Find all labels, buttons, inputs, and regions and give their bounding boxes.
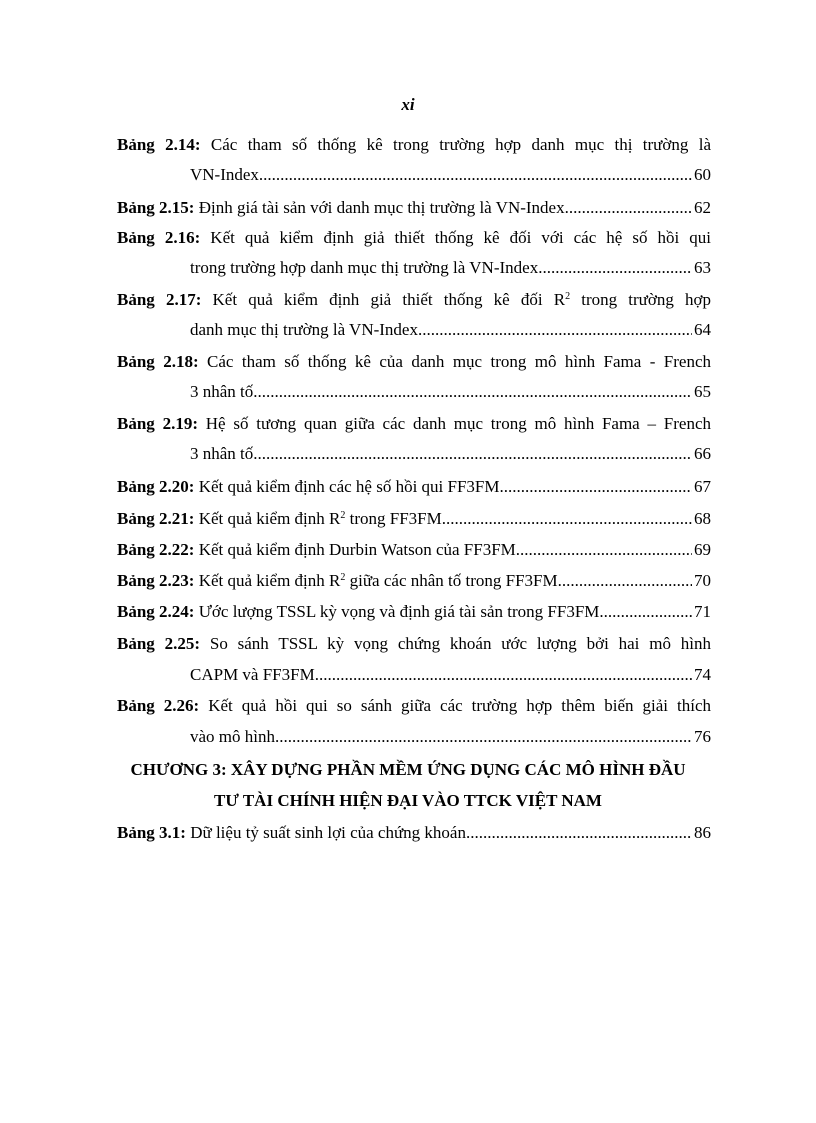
toc-page: 65 <box>694 382 711 401</box>
toc-label: Bảng 2.22: <box>117 540 195 559</box>
toc-title-cont: CAPM và FF3FM <box>190 665 315 684</box>
toc-title: Kết quả kiểm định Durbin Watson của FF3FM <box>198 540 516 559</box>
toc-entry-2-26-line1[interactable] <box>117 696 711 716</box>
dot-leader <box>259 165 692 185</box>
toc-entry-2-19-line1[interactable] <box>117 414 711 434</box>
toc-label: Bảng 2.25: <box>117 634 201 653</box>
toc-page: 63 <box>694 258 711 277</box>
toc-entry-2-17-line2[interactable] <box>190 320 711 340</box>
toc-title: Kết quả kiểm định giả thiết thống kê đối R <box>212 290 566 309</box>
toc-title: Các tham số thống kê của danh mục trong mô hình Fama - French <box>207 352 711 371</box>
dot-leader <box>466 823 692 843</box>
dot-leader <box>253 382 692 402</box>
toc-title: Kết quả kiểm định R <box>198 509 341 528</box>
toc-label: Bảng 2.18: <box>117 352 199 371</box>
toc-title-cont: trong trường hợp danh mục thị trường là VN-Index <box>190 258 539 277</box>
toc-page: 64 <box>694 320 711 339</box>
toc-page: 71 <box>694 602 711 621</box>
toc-entry-2-23[interactable] <box>117 571 711 591</box>
toc-title: Các tham số thống kê trong trường hợp danh mục thị trường là <box>210 135 711 154</box>
toc-entry-2-19-line2[interactable] <box>190 444 711 464</box>
toc-entry-2-14-line2[interactable] <box>190 165 711 185</box>
toc-entry-2-26-line2[interactable] <box>190 727 711 747</box>
toc-page: 67 <box>694 477 711 496</box>
toc-title: Định giá tài sản với danh mục thị trường là VN-Index <box>198 198 565 217</box>
toc-entry-2-17-line1[interactable] <box>117 290 711 310</box>
toc-title: Kết quả kiểm định giả thiết thống kê đối với các hệ số hồi qui <box>210 228 711 247</box>
chapter-heading-line2[interactable]: TƯ TÀI CHÍNH HIỆN ĐẠI VÀO TTCK VIỆT NAM <box>214 791 602 810</box>
superscript-2: 2 <box>340 572 346 583</box>
toc-label: Bảng 2.26: <box>117 696 200 715</box>
toc-entry-3-1[interactable] <box>117 823 711 843</box>
toc-title: Kết quả hồi qui so sánh giữa các trường hợp thêm biến giải thích <box>208 696 712 715</box>
toc-title: Ước lượng TSSL kỳ vọng và định giá tài sản trong FF3FM <box>198 602 600 621</box>
toc-label: Bảng 2.19: <box>117 414 198 433</box>
toc-page: 70 <box>694 571 711 590</box>
toc-entry-2-21[interactable] <box>117 509 711 529</box>
toc-label: Bảng 2.14: <box>117 135 201 154</box>
toc-title-cont: 3 nhân tố <box>190 382 254 401</box>
dot-leader <box>315 665 692 685</box>
toc-title-rest: trong FF3FM <box>345 509 442 528</box>
toc-title-cont: VN-Index <box>190 165 259 184</box>
toc-label: Bảng 2.17: <box>117 290 202 309</box>
toc-label: Bảng 2.20: <box>117 477 195 496</box>
toc-page: 69 <box>694 540 711 559</box>
toc-label: Bảng 2.23: <box>117 571 195 590</box>
toc-entry-2-16-line1[interactable] <box>117 228 711 248</box>
dot-leader <box>516 540 692 560</box>
toc-page: 62 <box>694 198 711 217</box>
toc-entry-2-22[interactable] <box>117 540 711 560</box>
toc-title-cont: danh mục thị trường là VN-Index <box>190 320 418 339</box>
toc-title: So sánh TSSL kỳ vọng chứng khoán ước lượng bởi hai mô hình <box>209 634 711 653</box>
toc-entry-2-25-line1[interactable] <box>117 634 711 654</box>
toc-entry-2-18-line1[interactable] <box>117 352 711 372</box>
dot-leader <box>418 320 692 340</box>
toc-label: Bảng 2.15: <box>117 198 195 217</box>
toc-entry-2-14-line1[interactable] <box>117 135 711 155</box>
chapter-heading-line1[interactable]: CHƯƠNG 3: XÂY DỰNG PHẦN MỀM ỨNG DỤNG CÁC MÔ HÌNH ĐẦU <box>130 760 686 779</box>
page-number: xi <box>401 95 415 114</box>
toc-page: 68 <box>694 509 711 528</box>
toc-title-rest: giữa các nhân tố trong FF3FM <box>345 571 558 590</box>
toc-entry-2-25-line2[interactable] <box>190 665 711 685</box>
superscript-2: 2 <box>340 510 346 521</box>
toc-label: Bảng 3.1: <box>117 823 186 842</box>
dot-leader <box>442 509 692 529</box>
dot-leader <box>538 258 692 278</box>
toc-page: 66 <box>694 444 711 463</box>
toc-title: Hệ số tương quan giữa các danh mục trong mô hình Fama – French <box>205 414 711 433</box>
toc-entry-2-24[interactable] <box>117 602 711 622</box>
toc-title-cont: 3 nhân tố <box>190 444 254 463</box>
toc-page: 76 <box>694 727 711 746</box>
toc-title: Kết quả kiểm định R <box>198 571 341 590</box>
dot-leader <box>558 571 692 591</box>
toc-entry-2-16-line2[interactable] <box>190 258 711 278</box>
superscript-2: 2 <box>565 291 571 302</box>
toc-page: 60 <box>694 165 711 184</box>
toc-page: 86 <box>694 823 711 842</box>
dot-leader <box>253 444 692 464</box>
toc-label: Bảng 2.16: <box>117 228 201 247</box>
toc-title-cont: vào mô hình <box>190 727 275 746</box>
toc-entry-2-20[interactable] <box>117 477 711 497</box>
toc-label: Bảng 2.24: <box>117 602 195 621</box>
dot-leader <box>500 477 693 497</box>
toc-title: Kết quả kiểm định các hệ số hồi qui FF3FM <box>198 477 500 496</box>
toc-label: Bảng 2.21: <box>117 509 195 528</box>
toc-entry-2-18-line2[interactable] <box>190 382 711 402</box>
dot-leader <box>565 198 692 218</box>
toc-title-rest: trong trường hợp <box>570 290 711 309</box>
toc-entry-2-15[interactable] <box>117 198 711 218</box>
dot-leader <box>275 727 692 747</box>
toc-title: Dữ liệu tỷ suất sinh lợi của chứng khoán <box>190 823 466 842</box>
dot-leader <box>599 602 692 622</box>
toc-page: 74 <box>694 665 711 684</box>
